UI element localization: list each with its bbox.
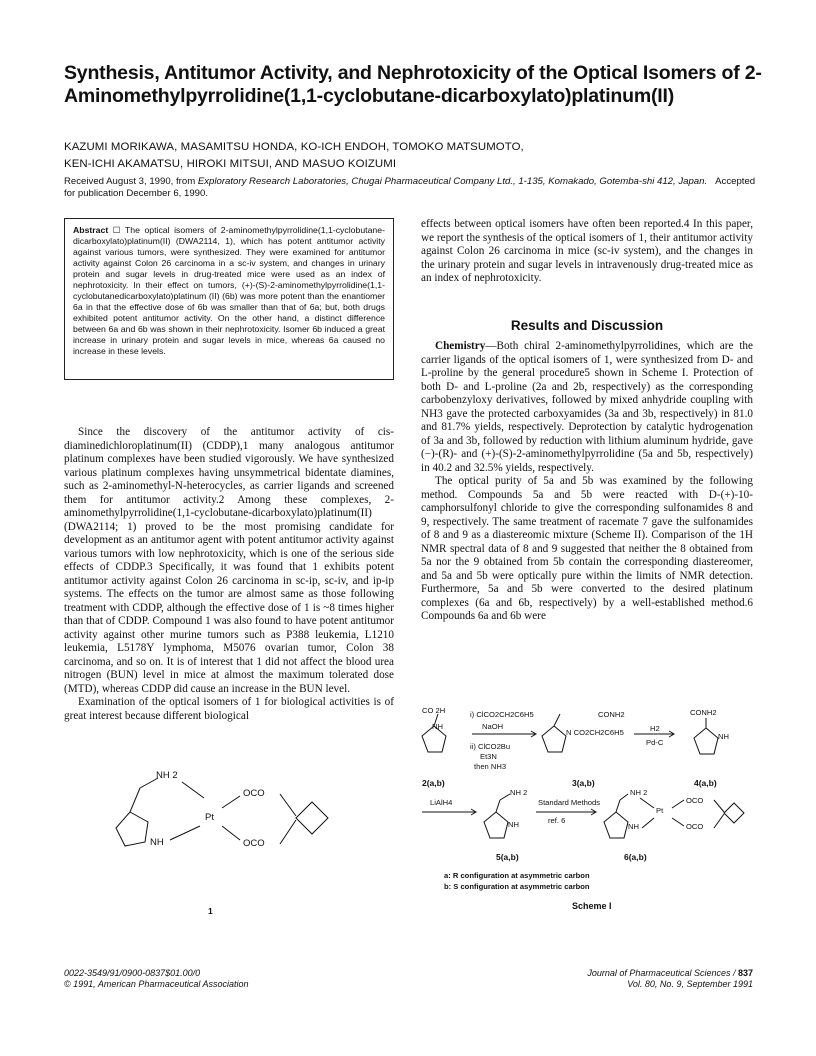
left-column-body	[64, 426, 394, 723]
scheme-oco-6b: OCO	[686, 822, 704, 831]
scheme-reagent-2b: Et3N	[480, 752, 497, 761]
chemistry-text: —Both chiral 2-aminomethylpyrrolidines, which are the carrier ligands of the optical isomers of 1, were synthesized from D- and L-proline by the general procedure5 shown in Scheme I. Protection of both D- and L-proline (2a and 2b, respectively) as the corresponding carbobenzyloxy derivatives, followed by mixed anhydride coupling with NH3 gave the protected carboxyamides (3a and 3b, respectively) in 81.0 and 81.7% yields, respectively. Deprotection by catalytic hydrogenation of 3a and 3b, followed by reduction with lithium aluminum hydride, gave (−)-(R)- and (+)-(S)-2-aminomethylpyrrolidine (5a and 5b, respectively) in 40.2 and 32.5% yields, respectively.	[421, 340, 753, 474]
struct1-nh: NH	[150, 837, 164, 848]
scheme-reagent-2c: then NH3	[474, 762, 507, 771]
scheme-reagent-2: ii) ClCO2Bu	[470, 742, 511, 751]
abstract-label: Abstract	[73, 225, 109, 235]
footer-copyright: © 1991, American Pharmaceutical Association	[64, 979, 249, 989]
scheme-nh-5: NH	[508, 820, 519, 829]
scheme-cmp2: 2(a,b)	[422, 778, 445, 788]
abstract-box	[64, 218, 394, 380]
received-date: Received August 3, 1990, from	[64, 176, 198, 187]
article-title: Synthesis, Antitumor Activity, and Nephrotoxicity of the Optical Isomers of 2-Aminomethylpyrrolidine(1,1-cyclobutane-dicarboxylato)platinum(II)	[64, 62, 762, 107]
institution: Exploratory Research Laboratories, Chugai Pharmaceutical Company Ltd., 1-135, Komakado, Gotemba-shi 412, Japan.	[197, 176, 708, 187]
scheme-lialh4: LiAlH4	[430, 798, 453, 807]
scheme-note-b: b: S configuration at asymmetric carbon	[444, 882, 590, 891]
scheme-conh2-mid: CONH2	[598, 710, 625, 719]
scheme-pdc: Pd-C	[646, 738, 664, 747]
compound-1-label: 1	[208, 906, 213, 916]
abstract-box-icon: ☐	[112, 225, 121, 235]
author-line-1: KAZUMI MORIKAWA, MASAMITSU HONDA, KO-ICH ENDOH, TOMOKO MATSUMOTO,	[64, 141, 524, 153]
chemistry-run-in: Chemistry	[435, 340, 486, 352]
scheme-ref6: ref. 6	[548, 816, 566, 825]
scheme-reagent-1: i) ClCO2CH2C6H5	[470, 710, 534, 719]
optical-purity-paragraph: The optical purity of 5a and 5b was examined by the following method. Compounds 5a and 5b were reacted with D-(+)-10-camphorsulfonyl chloride to give the corresponding sulfonamides 8 and 9, respectively. The same treatment of racemate 7 gave the sulfonamides of 8 and 9 as a diastereomic mixture (Scheme II). Comparison of the 1H NMR spectral data of 8 and 9 suggested that neither the 8 obtained from 5a nor the 9 obtained from 5b contain the corresponding diastereomer, and 5a and 5b were optically pure within the limits of NMR detection. Furthermore, 5a and 5b were converted to the desired platinum complexes (6a and 6b, respectively) by a well-established method.6 Compounds 6a and 6b were	[421, 475, 753, 622]
scheme-cmp3: 3(a,b)	[572, 778, 595, 788]
struct1-nh2: NH 2	[156, 770, 178, 781]
scheme-oco-6a: OCO	[686, 796, 704, 805]
intro-paragraph: Since the discovery of the antitumor activity of cis-diaminedichloroplatinum(II) (CDDP),1 many analogous antitumor platinum complexes have been studied vigorously. We have synthesized various platinum complexes having unsymmetrical bidentate diamines, such as 2-aminomethyl-N-heterocycles, as carrier ligands and screened them for antitumor activity.2 Among these complexes, 2-aminomethylpyrrolidine(1,1-cyclobutane-dicarboxylato)platinum(II) (DWA2114; 1) proved to be the most promising candidate for development as an antitumor agent with potent antitumor activity against various tumors with low nephrotoxicity, which is one of the serious side effects of CDDP.3 Specifically, it was found that 1 exhibits potent antitumor activity against Colon 26 carcinoma in sc-ip, sc-iv, and ip-ip systems. The effects on the tumor are almost same as those following treatment with CDDP, although the effective dose of 1 is ~8 times higher than that of CDDP. Compound 1 was also found to have potent antitumor activity against other murine tumors such as P388 leukemia, L1210 leukemia, L5178Y lymphoma, M5076 ovarian tumor, Colon 38 carcinoma, and so on. It is of interest that 1 did not affect the blood urea nitrogen (BUN) level in mice at almost the maximum tolerated dose (MTD), whereas CDDP did cause an increase in the BUN level.	[64, 426, 394, 695]
footer-volume: Vol. 80, No. 9, September 1991	[627, 979, 753, 989]
scheme-nh-2: NH	[432, 722, 443, 731]
intro-continued: effects between optical isomers have often been reported.4 In this paper, we report the synthesis of the optical isomers of 1, their antitumor activity against Colon 26 carcinoma in mice (sc-iv system), and the changes in the urinary protein and sugar levels in intravenously drug-treated mice as an index of nephrotoxicity.	[421, 218, 753, 284]
accepted-date: Accepted for publication December 6, 1990.	[64, 176, 756, 199]
scheme-note-a: a: R configuration at asymmetric carbon	[444, 871, 590, 880]
author-line-2: KEN-ICHI AKAMATSU, HIROKI MITSUI, AND MASUO KOIZUMI	[64, 158, 397, 170]
scheme-std-methods: Standard Methods	[538, 798, 601, 807]
scheme-conh2-right: CONH2	[690, 708, 717, 717]
scheme-nh-4: NH	[718, 732, 729, 741]
struct1-oco-bottom: OCO	[243, 838, 265, 849]
right-column-intro	[421, 218, 753, 286]
scheme-reagent-1b: NaOH	[482, 722, 504, 731]
scheme-ncbz: N CO2CH2C6H5	[566, 728, 624, 737]
scheme-nh2-6: NH 2	[630, 788, 648, 797]
journal-name: Journal of Pharmaceutical Sciences /	[587, 968, 738, 978]
scheme-cmp4: 4(a,b)	[694, 778, 717, 788]
received-note	[64, 176, 764, 199]
structure-1-drawing	[100, 760, 360, 910]
scheme-cmp6: 6(a,b)	[624, 852, 647, 862]
scheme-nh-6: NH	[628, 822, 639, 831]
intro-paragraph-2: Examination of the optical isomers of 1 for biological activities is of great interest because different biological	[64, 696, 394, 722]
scheme-caption: Scheme I	[572, 901, 612, 911]
scheme-h2: H2	[650, 724, 660, 733]
footer-right	[560, 968, 753, 990]
page-number: 837	[737, 968, 753, 978]
results-body	[421, 340, 753, 624]
scheme-co2h: CO 2H	[422, 706, 446, 715]
struct1-oco-top: OCO	[243, 788, 265, 799]
scheme-pt-6: Pt	[656, 806, 664, 815]
footer-left	[64, 968, 249, 990]
section-heading: Results and Discussion	[510, 318, 664, 333]
author-list	[64, 139, 764, 173]
chemistry-paragraph	[421, 340, 753, 475]
scheme-cmp5: 5(a,b)	[496, 852, 519, 862]
footer-journal	[560, 968, 753, 979]
footer-code: 0022-3549/91/0900-0837$01.00/0	[64, 968, 201, 978]
abstract-text: The optical isomers of 2-aminomethylpyrrolidine(1,1-cyclobutane-dicarboxylato)platinum(II) (DWA2114, 1), which has potent antitumor activity against various tumors, were synthesized. They were examined for antitumor activity against Colon 26 carcinoma in a sc-iv system, and changes in urinary protein and sugar levels in drug-treated mice were used as an index of nephrotoxicity. In their effect on tumors, (+)-(S)-2-aminomethylpyrrolidine(1,1-cyclobutanedicarboxylato)platinum (II) (6b) was more potent than the enantiomer 6a in that the effective dose of 6b was smaller than that of 6a; but, both drugs exhibited potent antitumor activity. On the other hand, a distinct difference between 6a and 6b was shown in their nephrotoxicity. Isomer 6b induced a great increase in urinary protein and sugar levels in mice, whereas 6a caused no increase in these levels.	[73, 225, 385, 356]
struct1-pt: Pt	[205, 812, 214, 823]
scheme-nh2-5: NH 2	[510, 788, 528, 797]
